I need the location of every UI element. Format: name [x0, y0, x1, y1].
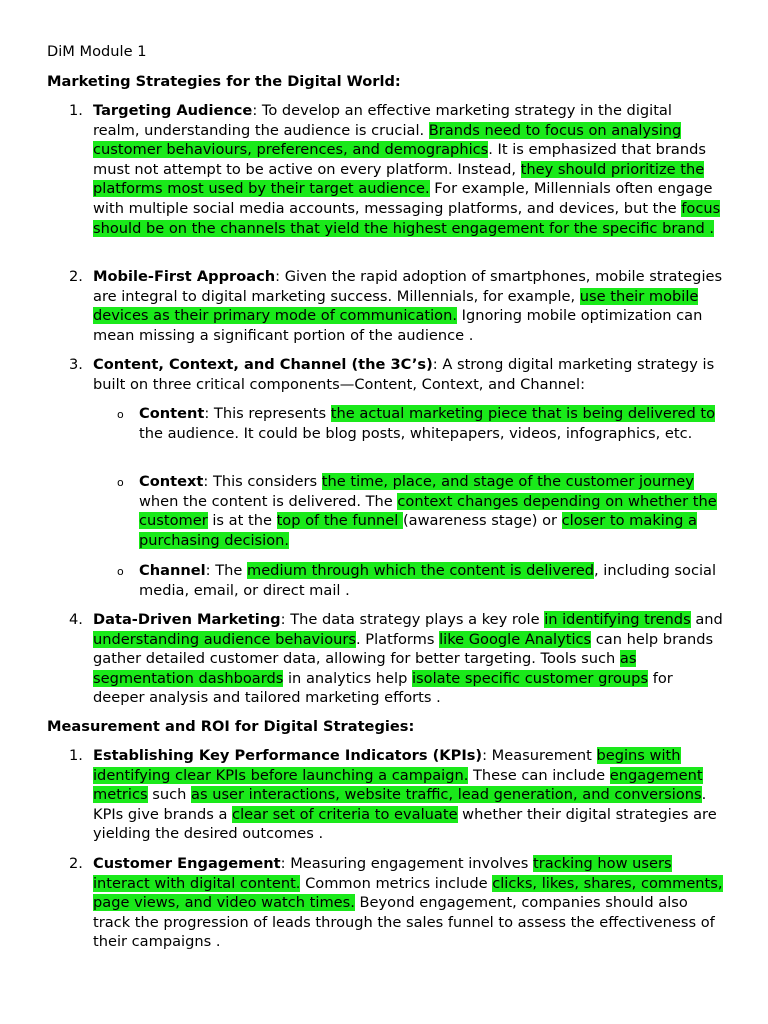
- highlighted-text: engagement metrics: [93, 766, 703, 804]
- item-text: the audience. It could be blog posts, whitepapers, videos, infographics, etc.: [139, 424, 693, 442]
- list-item-customer-engagement: [69, 854, 723, 952]
- item-text: for deeper analysis and tailored marketing efforts .: [93, 669, 673, 707]
- highlighted-text: in identifying trends: [544, 611, 691, 628]
- highlighted-text: clear set of criteria to evaluate: [232, 805, 458, 823]
- highlighted-text: begins with identifying clear KPIs before launching a campaign.: [93, 747, 681, 784]
- item-term: Mobile-First Approach: [93, 268, 276, 285]
- document-title: DiM Module 1: [47, 43, 147, 60]
- item-text: whether their digital strategies are yielding the desired outcomes .: [93, 805, 717, 843]
- list-item-data-driven: [69, 610, 723, 708]
- highlighted-text: focus should be on the channels that yield the highest engagement for the specific brand .: [93, 199, 721, 237]
- highlighted-text: the time, place, and stage of the customer journey: [321, 473, 694, 490]
- item-term: Establishing Key Performance Indicators (KPIs): [93, 747, 483, 764]
- item-term: Content: [139, 405, 205, 422]
- highlighted-text: closer to making a purchasing decision.: [139, 512, 697, 549]
- list-number: 1.: [69, 747, 83, 764]
- highlighted-text: context changes depending on whether the customer: [139, 492, 717, 530]
- list-number: 3.: [69, 356, 83, 373]
- item-text: (awareness stage) or: [402, 512, 562, 530]
- bullet-icon: o: [117, 565, 124, 578]
- bullet-icon: o: [117, 408, 124, 421]
- item-text: Ignoring mobile optimization can mean missing a significant portion of the audience .: [93, 307, 703, 344]
- item-text: and: [690, 611, 723, 628]
- list-number: 4.: [69, 611, 83, 628]
- sublist-item-channel: [117, 561, 723, 600]
- list-number: 2.: [69, 855, 83, 872]
- list-item-3cs: [69, 355, 723, 394]
- list-number: 2.: [69, 268, 83, 285]
- item-text: : The: [205, 562, 247, 579]
- item-term: Context: [139, 473, 204, 490]
- item-text: . Platforms: [356, 630, 440, 648]
- highlighted-text: tracking how users interact with digital content.: [93, 855, 672, 892]
- item-text: : This considers: [203, 473, 322, 490]
- item-text: : To develop an effective marketing strategy in the digital realm, understanding the audience is crucial.: [93, 102, 672, 139]
- item-text: is at the: [207, 512, 277, 530]
- item-term: Targeting Audience: [93, 102, 253, 119]
- highlighted-text: they should prioritize the platforms most used by their target audience.: [93, 160, 705, 198]
- item-text: : This represents: [204, 405, 331, 422]
- item-term: Customer Engagement: [93, 855, 281, 872]
- item-text: : Measurement: [482, 747, 597, 764]
- item-text: , including social media, email, or direct mail .: [139, 562, 717, 599]
- sublist-item-context: [117, 472, 723, 550]
- highlighted-text: top of the funnel: [276, 512, 403, 530]
- item-text: can help brands gather detailed customer data, allowing for better targeting. Tools such: [93, 630, 714, 668]
- item-text: : The data strategy plays a key role: [280, 611, 545, 628]
- item-text: in analytics help: [283, 669, 412, 687]
- item-text: Beyond engagement, companies should also track the progression of leads through the sales funnel to assess the effectiveness of their campaigns .: [93, 894, 715, 951]
- item-text: : Measuring engagement involves: [280, 855, 534, 872]
- item-term: Channel: [139, 562, 206, 579]
- item-text: . It is emphasized that brands must not attempt to be active on every platform. Instead,: [93, 141, 706, 178]
- sublist-item-content: [117, 404, 723, 443]
- section-heading-marketing-strategies: Marketing Strategies for the Digital World:: [47, 73, 401, 90]
- highlighted-text: like Google Analytics: [439, 630, 592, 648]
- highlighted-text: clicks, likes, shares, comments, page views, and video watch times.: [93, 874, 723, 912]
- item-text: For example, Millennials often engage with multiple social media accounts, messaging platforms, and devices, but the: [93, 180, 713, 217]
- item-text: such: [147, 786, 192, 804]
- item-text: These can include: [468, 766, 610, 784]
- highlighted-text: understanding audience behaviours: [93, 630, 357, 648]
- item-text: when the content is delivered. The: [139, 492, 398, 510]
- bullet-icon: o: [117, 476, 124, 489]
- highlighted-text: as segmentation dashboards: [93, 650, 637, 687]
- highlighted-text: the actual marketing piece that is being delivered to: [330, 405, 716, 422]
- highlighted-text: use their mobile devices as their primary mode of communication.: [93, 287, 699, 325]
- section-heading-measurement-roi: Measurement and ROI for Digital Strategies:: [47, 718, 415, 735]
- list-number: 1.: [69, 102, 83, 119]
- highlighted-text: Brands need to focus on analysing customer behaviours, preferences, and demographics: [93, 121, 682, 159]
- list-item-targeting-audience: [69, 101, 723, 238]
- item-term: Data-Driven Marketing: [93, 611, 281, 628]
- item-text: : A strong digital marketing strategy is built on three critical components—Content, Context, and Channel:: [93, 356, 715, 393]
- item-term: Content, Context, and Channel (the 3C’s): [93, 356, 433, 373]
- item-text: Common metrics include: [300, 874, 493, 892]
- highlighted-text: as user interactions, website traffic, lead generation, and conversions: [191, 786, 702, 804]
- list-item-mobile-first: [69, 267, 723, 345]
- highlighted-text: medium through which the content is delivered: [246, 562, 595, 579]
- list-item-kpis: [69, 746, 723, 844]
- item-text: : Given the rapid adoption of smartphones, mobile strategies are integral to digital marketing success. Millennials, for example,: [93, 268, 723, 305]
- item-text: . KPIs give brands a: [93, 786, 707, 823]
- highlighted-text: isolate specific customer groups: [412, 669, 649, 687]
